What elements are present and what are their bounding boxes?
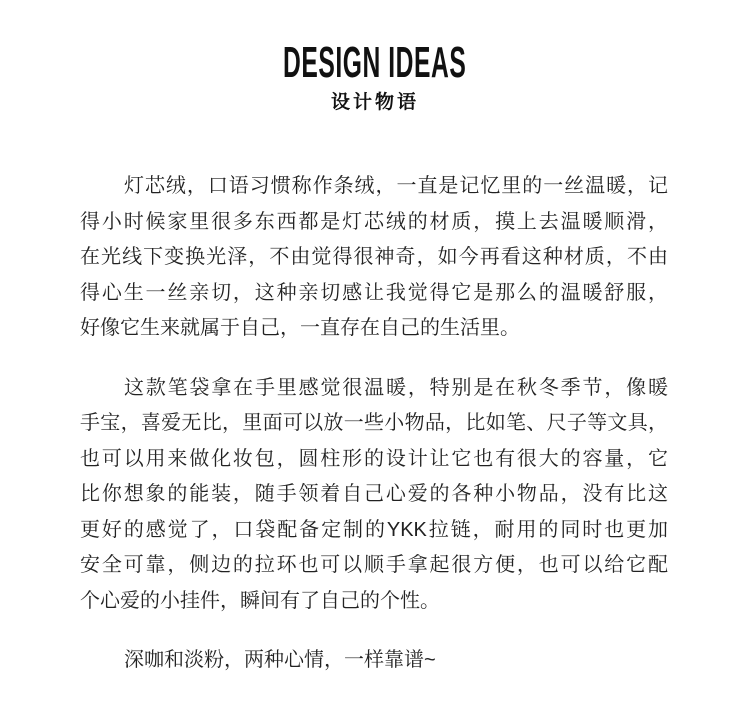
paragraph-line: 在光线下变换光泽，不由觉得很神奇，如今再看这种材质，不由 bbox=[80, 246, 668, 268]
paragraph-line: 得心生一丝亲切，这种亲切感让我觉得它是那么的温暖舒服， bbox=[80, 281, 668, 304]
paragraph-colors bbox=[80, 643, 668, 679]
page-subtitle: 设计物语 bbox=[330, 92, 419, 113]
paragraph-line: 安全可靠，侧边的拉环也可以顺手拿起很方便，也可以给它配 bbox=[80, 554, 668, 576]
page-header bbox=[0, 38, 750, 87]
paragraph-corduroy bbox=[80, 169, 668, 347]
paragraph-line: 也可以用来做化妆包，圆柱形的设计让它也有很大的容量，它 bbox=[80, 447, 668, 470]
paragraph-line: 好像它生来就属于自己，一直存在自己的生活里。 bbox=[80, 317, 520, 339]
paragraph-line: 个心爱的小挂件，瞬间有了自己的个性。 bbox=[80, 589, 440, 612]
paragraph-pencil-case bbox=[80, 371, 668, 620]
paragraph-line: 比你想象的能装，随手领着自己心爱的各种小物品，没有比这 bbox=[80, 483, 668, 505]
article-body bbox=[80, 169, 668, 679]
paragraph-line: 深咖和淡粉，两种心情，一样靠谱~ bbox=[124, 649, 436, 671]
paragraph-line: 灯芯绒，口语习惯称作条绒，一直是记忆里的一丝温暖，记 bbox=[124, 175, 668, 197]
paragraph-line: 手宝，喜爱无比，里面可以放一些小物品，比如笔、尺子等文具， bbox=[80, 412, 668, 434]
paragraph-line: 得小时候家里很多东西都是灯芯绒的材质，摸上去温暖顺滑， bbox=[80, 210, 668, 233]
paragraph-line: 更好的感觉了，口袋配备定制的YKK拉链，耐用的同时也更加 bbox=[80, 518, 668, 541]
paragraph-line: 这款笔袋拿在手里感觉很温暖，特别是在秋冬季节，像暖 bbox=[124, 376, 668, 399]
page-title: DESIGN IDEAS bbox=[283, 38, 467, 87]
